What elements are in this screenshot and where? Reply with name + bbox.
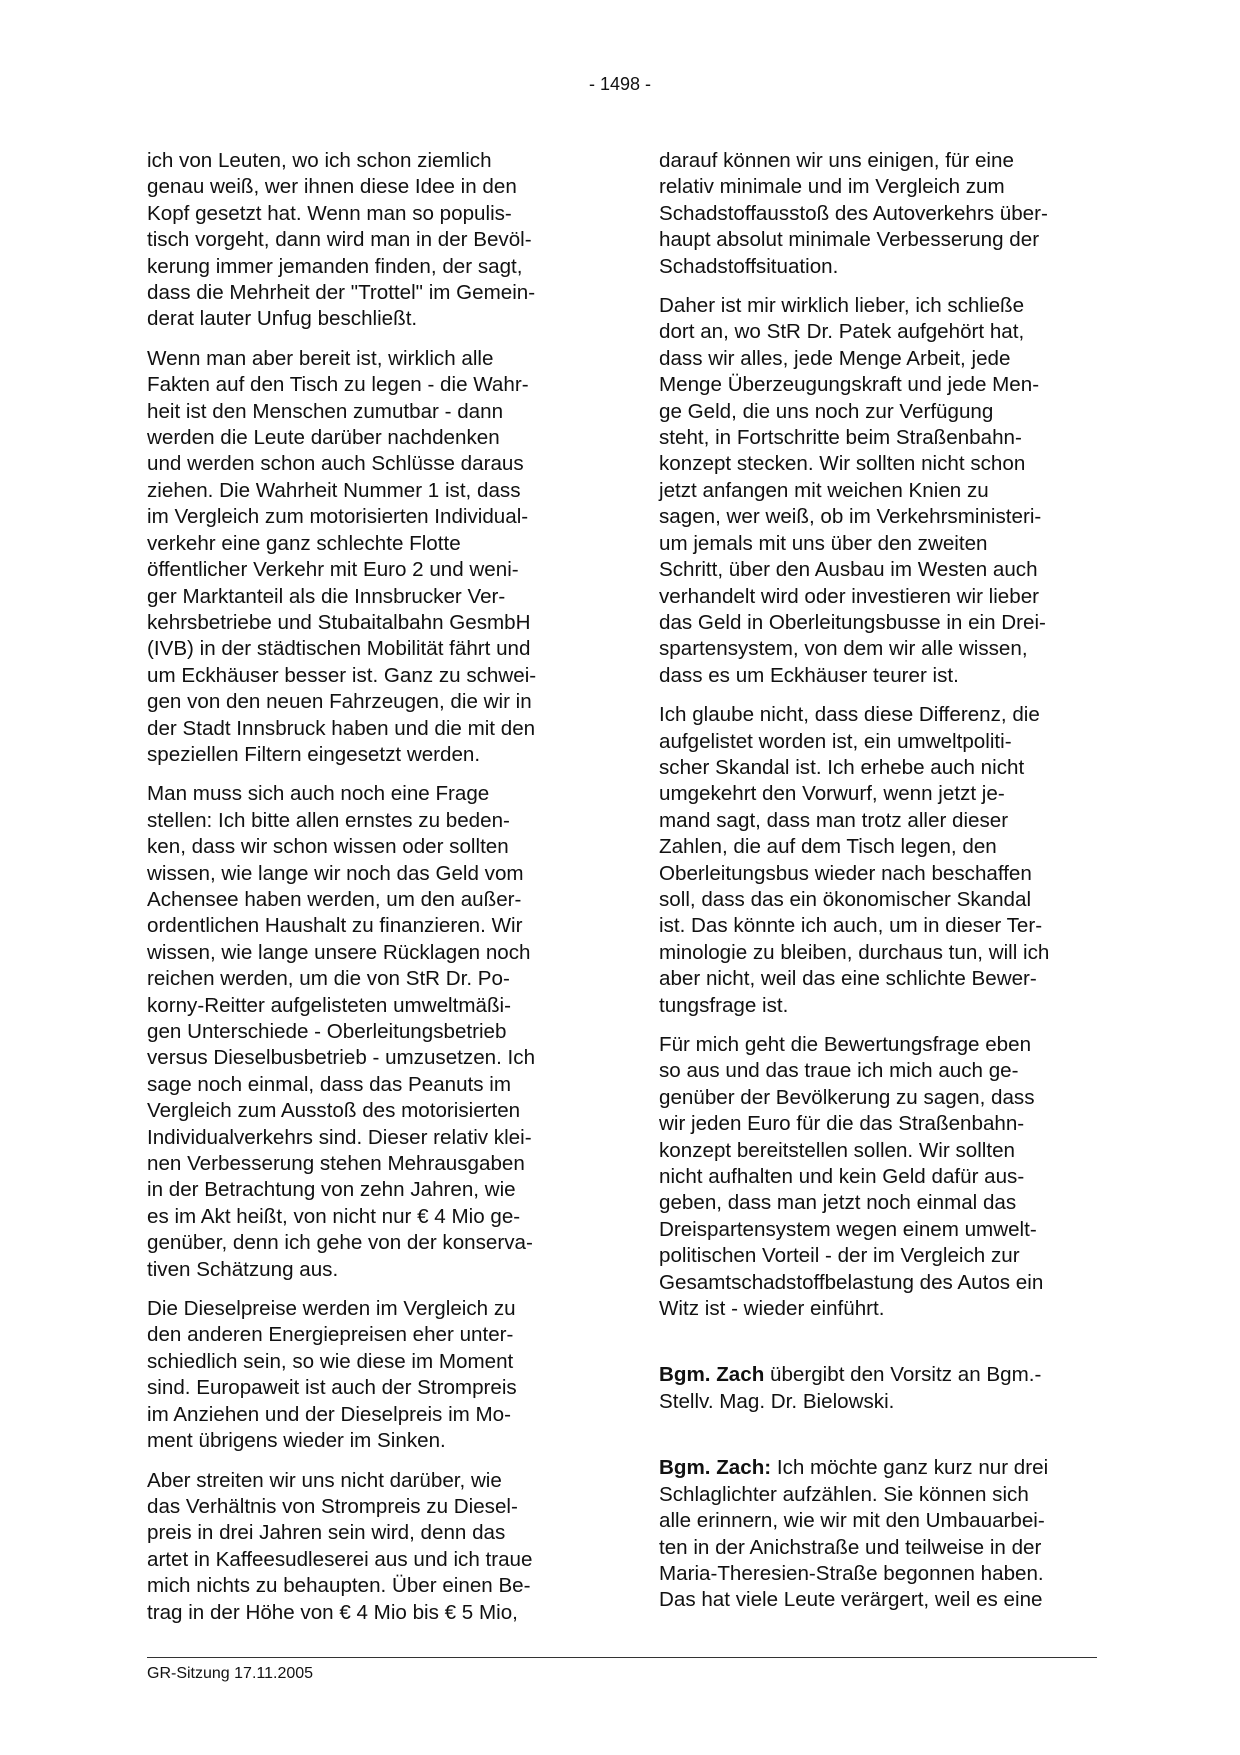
speaker-name: Bgm. Zach: [659, 1363, 765, 1387]
speaker-note-text: Ich möchte ganz kurz nur drei Schlaglichter aufzählen. Sie können sich alle erinnern, wie wir mit den Umbauarbei- ten in der Anichstraße und teilweise in der Maria-Theresien-Straße begonnen haben. Das hat viele Leute verärgert, weil es eine: [659, 1456, 1049, 1612]
paragraph: Man muss sich auch noch eine Frage stellen: Ich bitte allen ernstes zu beden- ken, dass wir schon wissen oder sollten wissen, wie lange wir noch das Geld vom Achensee haben werden, um den außer- ordentlichen Haushalt zu finanzieren. Wir wissen, wie lange unsere Rücklagen noch reichen werden, um die von StR Dr. Po- korny-Reitter aufgelisteten umweltmäßi- gen Unterschiede - Oberleitungsbetrieb versus Dieselbusbetrieb - umzusetzen. Ich sage noch einmal, dass das Peanuts im Vergleich zum Ausstoß des motorisierten Individualverkehrs sind. Dieser relativ klei- nen Verbesserung stehen Mehrausgaben in der Betrachtung von zehn Jahren, wie es im Akt heißt, von nicht nur € 4 Mio ge- genüber, denn ich gehe von der konserva- tiven Schätzung aus.: [147, 782, 536, 1281]
paragraph: ich von Leuten, wo ich schon ziemlich genau weiß, wer ihnen diese Idee in den Kopf gesetzt hat. Wenn man so populis- tisch vorgeht, dann wird man in der Bevöl- kerung immer jemanden finden, der sagt, dass die Mehrheit der "Trottel" im Gemein- derat lauter Unfug beschließt.: [147, 149, 536, 331]
speaker-note-speech: [659, 1455, 1104, 1613]
speaker-note-text: übergibt den Vorsitz an Bgm.- Stellv. Mag. Dr. Bielowski.: [659, 1363, 1042, 1413]
paragraph: Daher ist mir wirklich lieber, ich schließe dort an, wo StR Dr. Patek aufgehört hat, dass wir alles, jede Menge Arbeit, jede Menge Überzeugungskraft und jede Men- ge Geld, die uns noch zur Verfügung steht, in Fortschritte beim Straßenbahn- konzept stecken. Wir sollten nicht schon jetzt anfangen mit weichen Knien zu sagen, wer weiß, ob im Verkehrsministeri- um jemals mit uns über den zweiten Schritt, über den Ausbau im Westen auch verhandelt wird oder investieren wir lieber das Geld in Oberleitungsbusse in ein Drei- spartensystem, von dem wir alle wissen, dass es um Eckhäuser teurer ist.: [659, 294, 1046, 687]
speaker-note-chair-handover: [659, 1362, 1104, 1415]
left-column: [147, 148, 592, 1639]
speaker-name: Bgm. Zach:: [659, 1456, 772, 1480]
paragraph: darauf können wir uns einigen, für eine relativ minimale und im Vergleich zum Schadstoffausstoß des Autoverkehrs über- haupt absolut minimale Verbesserung der Schadstoffsituation.: [659, 149, 1048, 278]
paragraph: Aber streiten wir uns nicht darüber, wie das Verhältnis von Strompreis zu Diesel- preis in drei Jahren sein wird, denn das artet in Kaffeesudleserei aus und ich traue mich nichts zu behaupten. Über einen Be- trag in der Höhe von € 4 Mio bis € 5 Mio,: [147, 1468, 533, 1624]
paragraph: Für mich geht die Bewertungsfrage eben so aus und das traue ich mich auch ge- genüber der Bevölkerung zu sagen, dass wir jeden Euro für die das Straßenbahn- konzept bereitstellen sollen. Wir sollten nicht aufhalten und kein Geld dafür aus- geben, dass man jetzt noch einmal das Dreispartensystem wegen einem umwelt- politischen Vorteil - der im Vergleich zur Gesamtschadstoffbelastung des Autos ein Witz ist - wieder einführt.: [659, 1033, 1044, 1321]
page-number: - 1498 -: [588, 74, 652, 94]
paragraph: Die Dieselpreise werden im Vergleich zu den anderen Energiepreisen eher unter- schiedlich sein, so wie diese im Moment sind. Europaweit ist auch der Strompreis im Anziehen und der Dieselpreis im Mo- ment übrigens wieder im Sinken.: [147, 1297, 517, 1453]
right-column: [659, 148, 1104, 1627]
footer-divider: [147, 1657, 1097, 1658]
paragraph: Wenn man aber bereit ist, wirklich alle Fakten auf den Tisch zu legen - die Wahr- heit ist den Menschen zumutbar - dann werden die Leute darüber nachdenken und werden schon auch Schlüsse daraus ziehen. Die Wahrheit Nummer 1 ist, dass im Vergleich zum motorisierten Individual- verkehr eine ganz schlechte Flotte öffentlicher Verkehr mit Euro 2 und weni- ger Marktanteil als die Innsbrucker Ver- kehrsbetriebe und Stubaitalbahn GesmbH (IVB) in der städtischen Mobilität fährt und um Eckhäuser besser ist. Ganz zu schwei- gen von den neuen Fahrzeugen, die wir in der Stadt Innsbruck haben und die mit den speziellen Filtern eingesetzt werden.: [147, 346, 537, 766]
footer-session-date: GR-Sitzung 17.11.2005: [147, 1665, 314, 1682]
paragraph: Ich glaube nicht, dass diese Differenz, die aufgelistet worden ist, ein umweltpoliti- scher Skandal ist. Ich erhebe auch nicht umgekehrt den Vorwurf, wenn jetzt je- mand sagt, dass man trotz aller dieser Zahlen, die auf dem Tisch legen, den Oberleitungsbus wieder nach beschaffen soll, dass das ein ökonomischer Skandal ist. Das könnte ich auch, um in dieser Ter- minologie zu bleiben, durchaus tun, will ich aber nicht, weil das eine schlichte Bewer- tungsfrage ist.: [659, 703, 1050, 1017]
